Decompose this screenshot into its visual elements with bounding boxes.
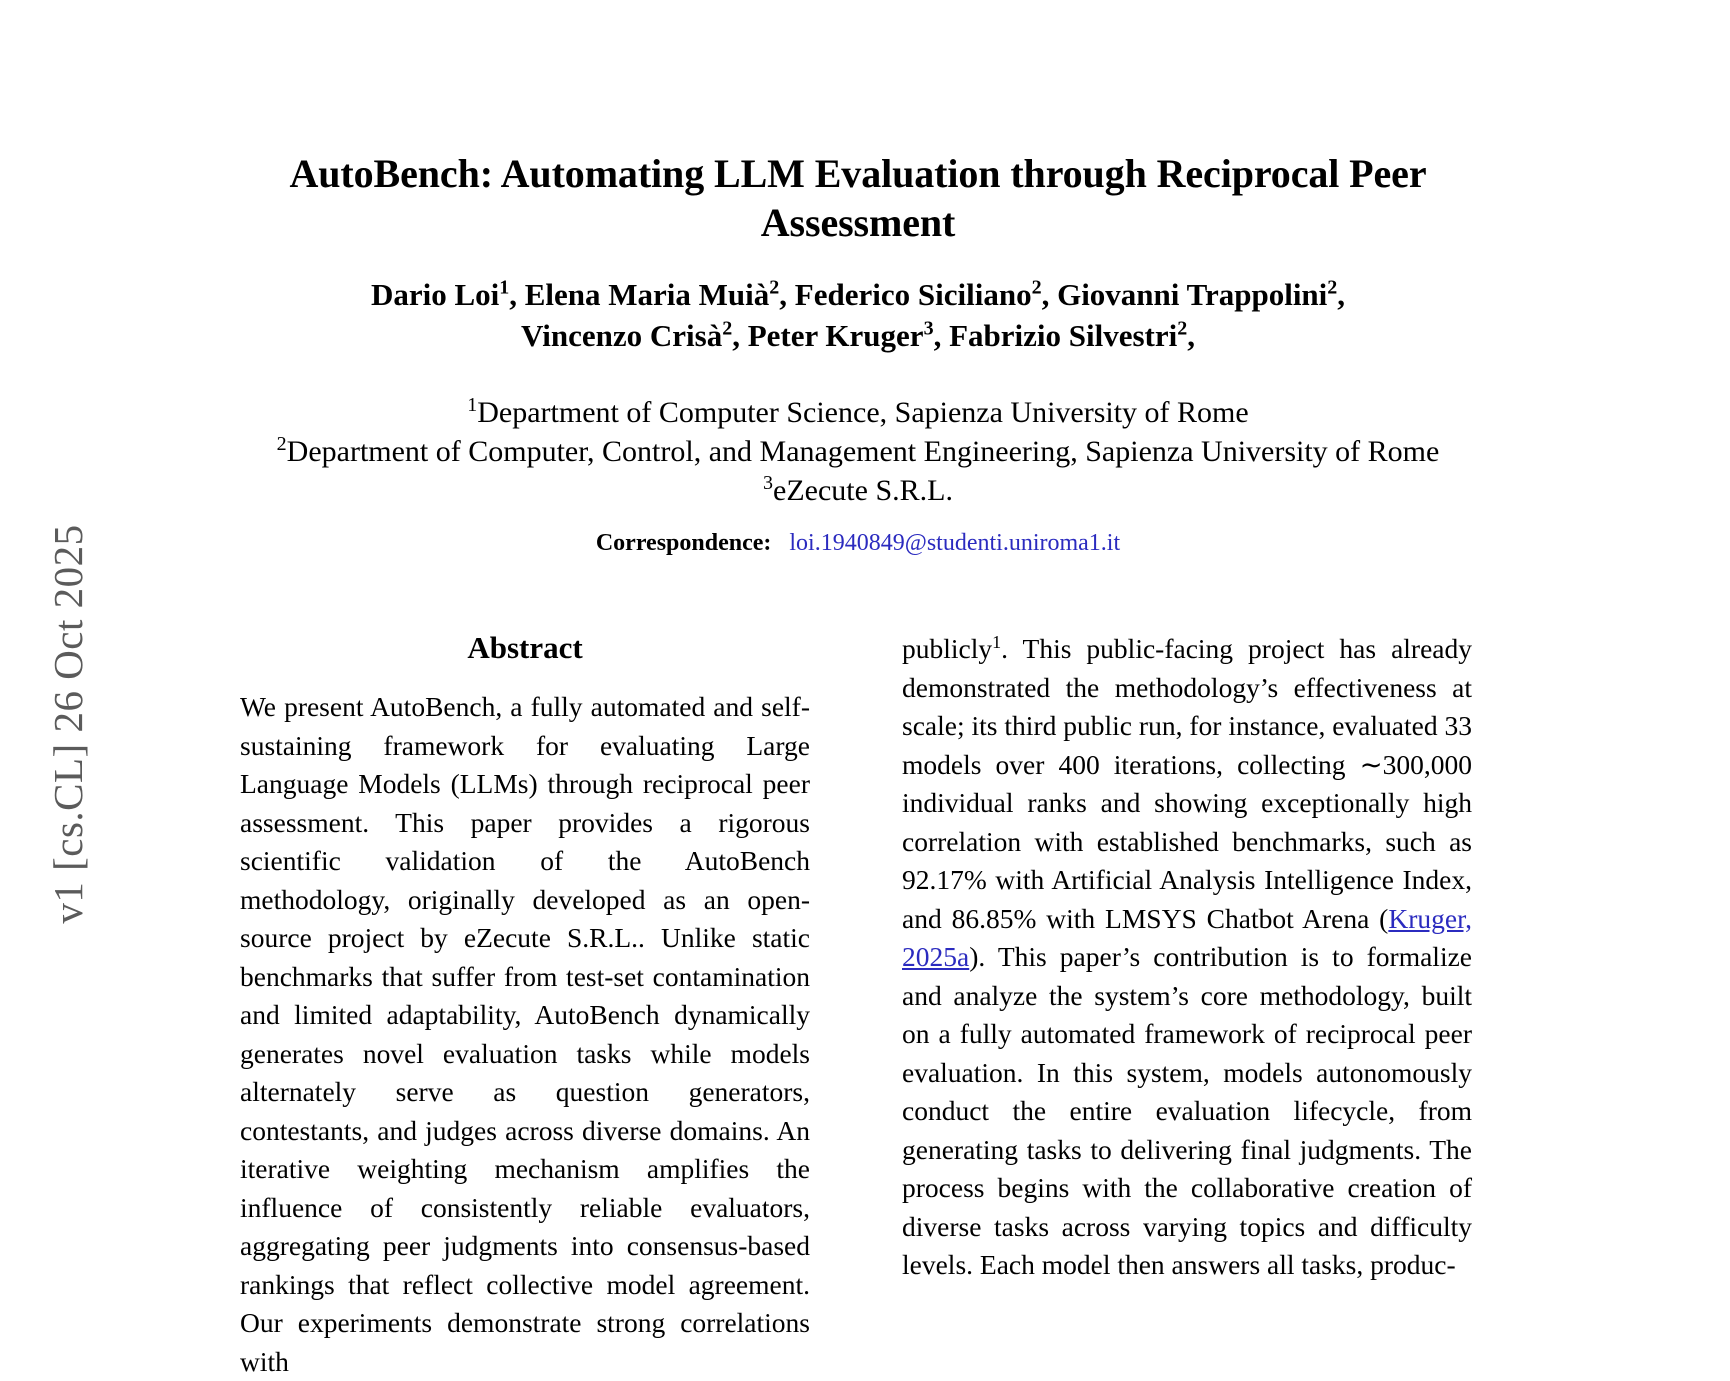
abstract-text: We present AutoBench, a fully automated and self-sustaining framework for evaluating Large Language Models (LLMs) through reciprocal peer assessment. This paper provides a rigorous scientific validation of the AutoBench methodology, originally developed as an open-source project by eZecute S.R.L.. Unlike static benchmarks that suffer from test-set contamination and limited adaptability, AutoBench dynamically generates novel evaluation tasks while models alternately serve as question generators, contestants, and judges across diverse domains. An iterative weighting mechanism amplifies the influence of consistently reliable evaluators, aggregating peer judgments into consensus-based rankings that reflect collective model agreement. Our experiments demonstrate strong correlations with [240, 691, 810, 1377]
author-sep-7: , [1187, 318, 1195, 354]
affiliation-marker-3: 3 [763, 471, 774, 494]
author-name-7: Fabrizio Silvestri [949, 318, 1178, 354]
author-affil-marker-7: 2 [1177, 317, 1188, 340]
affiliation-marker-1: 1 [467, 393, 478, 416]
intro-paragraph [902, 630, 1472, 1285]
page-title: AutoBench: Automating LLM Evaluation through Reciprocal Peer Assessment [289, 151, 1427, 245]
intro-text-part-2: ). This paper’s contribution is to formalize and analyze the system’s core methodology, built on a fully automated framework of reciprocal peer evaluation. In this system, models autonomously conduct the entire evaluation lifecycle, from generating tasks to delivering final judgments. The process begins with the collaborative creation of diverse tasks across varying topics and difficulty levels. Each model then answers all tasks, produc- [902, 941, 1472, 1280]
author-sep-2: , [779, 276, 795, 312]
affiliation-text-1: Department of Computer Science, Sapienza University of Rome [477, 395, 1249, 429]
affiliation-1 [233, 393, 1483, 432]
author-sep-4: , [1337, 276, 1346, 312]
author-affil-marker-3: 2 [1031, 276, 1042, 299]
body-columns [240, 630, 1486, 1377]
author-name-6: Peter Kruger [747, 318, 924, 354]
intro-text-part-1: . This public-facing project has already demonstrated the methodology’s effectiveness at scale; its third public run, for instance, evaluated 33 models over 400 iterations, collecting ∼300,000 individual ranks and showing exceptionally high correlation with established benchmarks, such as 92.17% with Artificial Analysis Intelligence Index, and 86.85% with LMSYS Chatbot Arena ( [902, 633, 1472, 934]
title-block [233, 150, 1483, 557]
author-affil-marker-4: 2 [1327, 276, 1338, 299]
author-name-2: Elena Maria Muià [524, 276, 770, 312]
author-name-3: Federico Siciliano [794, 276, 1032, 312]
author-affil-marker-5: 2 [722, 317, 733, 340]
citation-link-kruger-2025a[interactable]: Kruger, 2025a [902, 902, 1472, 972]
affiliation-text-3: eZecute S.R.L. [773, 473, 953, 507]
author-sep-3: , [1041, 276, 1058, 312]
affiliation-marker-2: 2 [276, 432, 287, 455]
column-right [902, 630, 1472, 1285]
intro-lead-word: publicly [902, 633, 993, 664]
affiliation-2 [233, 432, 1483, 471]
affiliation-text-2: Department of Computer, Control, and Management Engineering, Sapienza University of Rome [286, 434, 1440, 468]
correspondence-email-link[interactable]: loi.1940849@studenti.uniroma1.it [789, 529, 1121, 556]
author-line-2 [233, 315, 1483, 357]
correspondence-line [233, 530, 1483, 557]
column-left [240, 630, 810, 1381]
arxiv-identifier-stamp: v1 [cs.CL] 26 Oct 2025 [45, 524, 91, 924]
author-affil-marker-6: 3 [923, 317, 934, 340]
author-line-1 [233, 274, 1483, 316]
author-name-5: Vincenzo Crisà [521, 318, 723, 354]
affiliation-3 [233, 471, 1483, 510]
author-sep-5: , [732, 318, 748, 354]
affiliation-list [233, 393, 1483, 510]
footnote-marker-1: 1 [992, 631, 1002, 652]
author-sep-6: , [933, 318, 950, 354]
author-name-4: Giovanni Trappolini [1057, 276, 1328, 312]
abstract-heading: Abstract [467, 630, 583, 665]
author-list [233, 274, 1483, 357]
correspondence-label: Correspondence: [595, 529, 772, 556]
author-affil-marker-1: 1 [499, 276, 510, 299]
author-sep-1: , [509, 276, 525, 312]
author-affil-marker-2: 2 [769, 276, 780, 299]
author-name-1: Dario Loi [370, 276, 500, 312]
